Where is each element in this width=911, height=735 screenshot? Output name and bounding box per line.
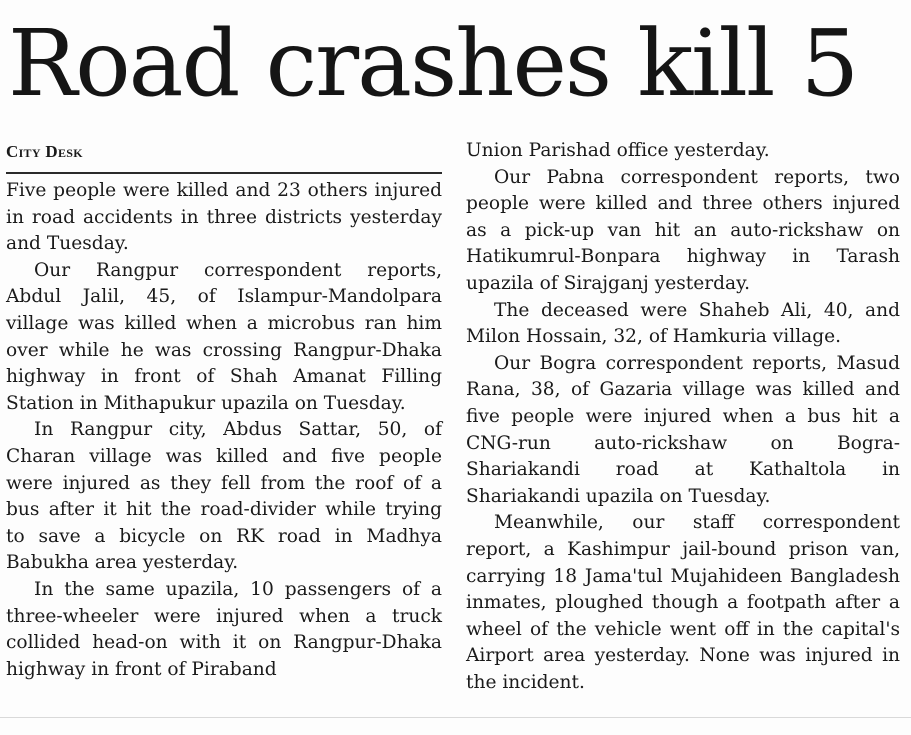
paragraph-6: The deceased were Shaheb Ali, 40, and Milon Hossain, 32, of Hamkuria village. (466, 299, 900, 348)
paragraph-2: Our Rangpur correspondent reports, Abdul Jalil, 45, of Islampur-Mandolpara village was killed when a microbus ran him over while he was crossing Rangpur-Dhaka highway in front of Shah Amanat Filling Station in Mithapukur upazila on Tuesday. (6, 259, 442, 414)
headline: Road crashes kill 5 (8, 10, 858, 117)
paragraph-4: In the same upazila, 10 passengers of a three-wheeler were injured when a truck collided head-on with it on Rangpur-Dhaka highway in front of Piraband (6, 578, 442, 680)
paragraph-1: Five people were killed and 23 others injured in road accidents in three districts yesterday and Tuesday. (6, 180, 442, 255)
right-column (466, 138, 900, 696)
left-column (6, 138, 442, 683)
paragraph-8: Meanwhile, our staff correspondent report, a Kashimpur jail-bound prison van, carrying 18 Jama'tul Mujahideen Bangladesh inmates, ploughed though a footpath after a wheel of the vehicle went off in the capital's Airport area yesterday. None was injured in the incident. (466, 512, 900, 693)
paragraph-4-continued: Union Parishad office yesterday. (466, 140, 770, 161)
paragraph-5: Our Pabna correspondent reports, two people were killed and three others injured as a pick-up van hit an auto-rickshaw on Hatikumrul-Bonpara highway in Tarash upazila of Sirajganj yesterday. (466, 166, 900, 294)
paragraph-3: In Rangpur city, Abdus Sattar, 50, of Charan village was killed and five people were injured as they fell from the roof of a bus after it hit the road-divider while trying to save a bicycle on RK road in Madhya Babukha area yesterday. (6, 419, 442, 574)
byline: City Desk (6, 138, 442, 174)
bottom-rule (0, 717, 911, 718)
paragraph-7: Our Bogra correspondent reports, Masud Rana, 38, of Gazaria village was killed and five people were injured when a bus hit a CNG-run auto-rickshaw on Bogra-Shariakandi road at Kathaltola in Shariakandi upazila on Tuesday. (466, 352, 900, 507)
